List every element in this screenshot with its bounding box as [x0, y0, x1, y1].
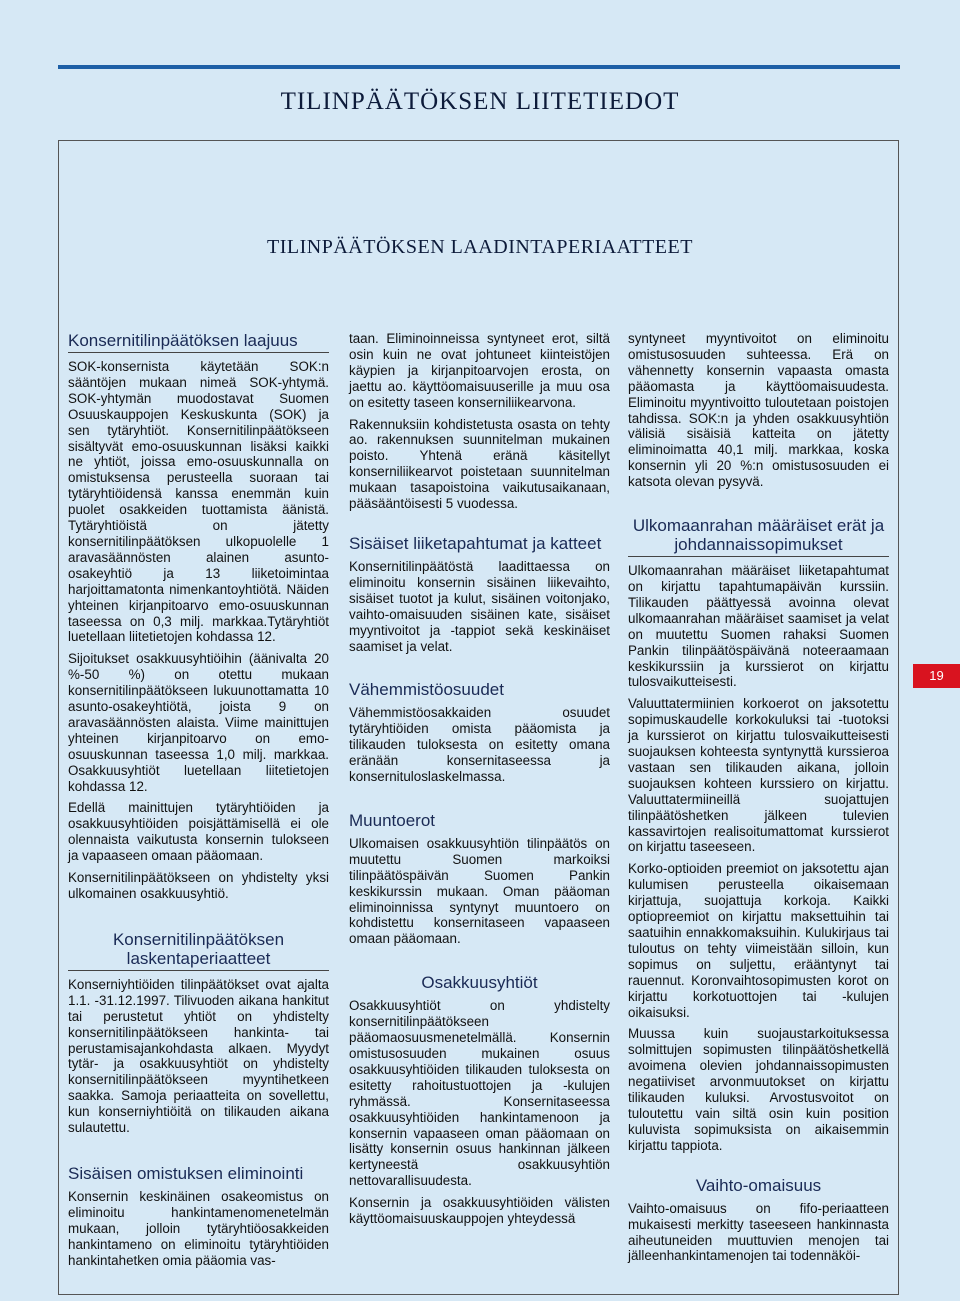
paragraph: Vähemmistöosakkaiden osuudet tytäryhtiöiden omista pääomista ja tilikauden tuloksesta on esitetty omana eränään konsernitaseessa ja konsernituloslaskelmassa. — [349, 705, 610, 785]
paragraph: Sijoitukset osakkuusyhtiöihin (äänivalta 20 %-50 %) on otettu mukaan konsernitilinpäätökseen lukuunottamatta 10 asunto-osakeyhtiötä, joista 9 on aravasäännösten alaista. Viime mainittujen yhteinen kirjanpitoarvo on emo-osuuskunnan taseessa 1,0 milj. markkaa. Osakkuusyhtiöt luetellaan liitetietojen kohdassa 12. — [68, 651, 329, 794]
paragraph: Osakkuusyhtiöt on yhdistelty konsernitilinpäätökseen pääomaosuusmenetelmällä. Konsernin omistusosuuden mukainen osuus osakkuusyhtiöiden tilikauden tuloksesta on esitetty rahoitustuottojen ja -kulujen ryhmässä. Konsernitaseessa osakkuusyhtiöiden hankintamenoon ja konsernin vapaaseen oman pääomaan on lisätty konsernin osuus hankinnan jälkeen kertyneestä osakkuusyhtiön nettovarallisuudesta. — [349, 998, 610, 1189]
paragraph: Konsernin ja osakkuusyhtiöiden välisten käyttöomaisuuskauppojen yhteydessä — [349, 1195, 610, 1227]
paragraph: syntyneet myyntivoitot on eliminoitu omistusosuuden suhteessa. Erä on vähennetty konsernin vapaasta omasta pääomasta ja käyttöomaisuudesta. Eliminoitu myyntivoitto tuloutetaan poistojen tahdissa. SOK:n ja yhden osakkuusyhtiön välisiä sisäisiä katteita on jätetty eliminoimatta 40,1 milj. markkaa, koska konsernin yli 20 %:n omistusosuuden ei katsota olevan pysyvä. — [628, 331, 889, 490]
paragraph: Konserniyhtiöiden tilinpäätökset ovat ajalta 1.1. -31.12.1997. Tilivuoden aikana hankitut tai perustetut yhtiöt on yhdistelty konsernitilinpäätökseen hankinta- tai perustamisajankohdasta alkaen. Myydyt tytär- ja osakkuusyhtiöt on yhdistelty konsernitilinpäätökseen myyntihetkeen saakka. Samoja periaatteita on sovellettu, kun konserniyhtiöitä on tilikauden aikana sulautettu. — [68, 976, 329, 1136]
heading-elimination: Sisäisen omistuksen eliminointi — [68, 1163, 304, 1183]
paragraph: Konsernin keskinäinen osakeomistus on eliminoitu hankintamenomenetelmän mukaan, jolloin tytäryhtiöosakkeiden hankintameno on eliminoitu tytäryhtiöiden hankintahetken omia pääomia vas- — [68, 1188, 329, 1268]
heading-minority-interests: Vähemmistöosuudet — [349, 680, 504, 700]
heading-scope: Konsernitilinpäätöksen laajuus — [68, 331, 329, 353]
paragraph: Konsernitilinpäätöstä laadittaessa on eliminoitu konsernin sisäinen liikevaihto, sisäiset tuotot ja kulut, sisäinen voitonjako, vaihto-omaisuuden sisäinen kate, sisäiset myyntivoitot ja -tappiot sekä keskinäiset saamiset ja velat. — [349, 558, 610, 654]
heading-foreign-currency: Ulkomaanrahan määräiset erät ja johdannaissopimukset — [628, 516, 889, 557]
paragraph: SOK-konsernista käytetään SOK:n sääntöjen mukaan nimeä SOK-yhtymä. SOK-yhtymän muodostavat Suomen Osuuskauppojen Keskuskunta (SOK) ja sen tytäryhtiöt. Konsernitilinpäätökseen sisältyvät emo-osuuskunnan lisäksi kaikki ne yhtiöt, joissa emo-osuuskunnalla on omistuksensa perusteella suoraan tai tytäryhtiöidensä kanssa enemmän kuin puolet osakkeiden tuottamista äänistä. Tytäryhtiöistä on jätetty konsernitilinpäätöksen ulkopuolelle 1 aravasäännösten alainen asunto-osakeyhtiö ja 13 liiketoimintaa harjoittamatonta nimenkantoyhtiötä. Näiden yhteinen kirjanpitoarvo emo-osuuskunnan taseessa on 0,3 milj. markkaa.Tytäryhtiöt luetellaan liitetietojen kohdassa 12. — [68, 359, 329, 645]
heading-principles: Konsernitilinpäätöksen laskentaperiaatteet — [68, 930, 329, 971]
paragraph: Ulkomaisen osakkuusyhtiön tilinpäätös on muutettu Suomen markoiksi tilinpäätöspäivän Suomen Pankin keskikurssin mukaan. Oman pääoman eliminoinnissa syntynyt muuntoero on kohdistettu konsernitaseen vapaaseen omaan pääomaan. — [349, 835, 610, 947]
heading-associated-companies: Osakkuusyhtiöt — [421, 973, 538, 993]
page-number-tab: 19 — [913, 664, 960, 688]
paragraph: Rakennuksiin kohdistetusta osasta on tehty ao. rakennuksen suunnitelman mukainen poisto. Yhtenä eränä käsitellyt konserniliikearvot poistetaan suunnitelman mukaan tasapoistoina vaikutusaikanaan, pääsääntöisesti 5 vuodessa. — [349, 416, 610, 512]
page-title: TILINPÄÄTÖKSEN LIITETIEDOT — [280, 88, 680, 115]
column-2 — [349, 331, 610, 1233]
paragraph: taan. Eliminoinneissa syntyneet erot, siltä osin kuin ne ovat johtuneet kiinteistöjen käypien ja kirjanpitoarvojen erosta, on jaettu ao. käyttöomaisuuserille ja muu osa on esitetty taseen konserniliikearvona. — [349, 331, 610, 410]
paragraph: Ulkomaanrahan määräiset liiketapahtumat on kirjattu tapahtumapäivän kurssiin. Tilikauden päättyessä avoinna olevat ulkomaanrahan määräiset saamiset ja velat on muutettu Suomen rahaksi Suomen Pankin tilinpäätöspäivänä noteeraamaan keskikurssiin ja kurssierot on kirjattu tulosvaikutteisesti. — [628, 563, 889, 690]
paragraph: Vaihto-omaisuus on fifo-periaatteen mukaisesti merkitty taseeseen hankinnasta aiheutuneiden muuttuvien menojen tai jälleenhankintamenojen tai todennäköi- — [628, 1200, 889, 1264]
section-title: TILINPÄÄTÖKSEN LAADINTAPERIAATTEET — [267, 236, 693, 258]
paragraph: Muussa kuin suojaustarkoituksessa solmittujen sopimusten tilinpäätöshetkellä avoimena olevien johdannaissopimusten negatiiviset arvonmuutokset on kirjattu tilikauden kuluksi. Arvostusvoitot on tuloutettu vain siltä osin kuin position kuluvista sopimuksista on aikaisemmin kirjattu tappiota. — [628, 1026, 889, 1153]
heading-inventories: Vaihto-omaisuus — [695, 1175, 822, 1195]
column-3 — [628, 331, 889, 1270]
column-1 — [68, 331, 329, 1275]
paragraph: Valuuttatermiinien korkoerot on jaksotettu sopimuskaudelle korkokuluksi tai -tuotoksi ja kurssierot on kirjattu tulosvaikutteisesti suojauksen kohteesta syntynyttä kurssieroa vastaan sen tilikauden aikana, jolloin suojauksen kohteen kurssiero on kirjattu. Valuuttatermiineillä suojattujen tilinpäätöshetken jälkeen tulevien kassavirtojen realisoitumattomat kurssierot on kirjattu taseeseen. — [628, 696, 889, 855]
paragraph: Edellä mainittujen tytäryhtiöiden ja osakkuusyhtiöiden poisjättämisellä ei ole olennaista vaikutusta konsernin tulokseen ja vapaaseen omaan pääomaan. — [68, 800, 329, 864]
paragraph: Konsernitilinpäätökseen on yhdistelty yksi ulkomainen osakkuusyhtiö. — [68, 870, 329, 901]
heading-translation-differences: Muuntoerot — [349, 810, 435, 830]
paragraph: Korko-optioiden preemiot on jaksotettu ajan kulumisen perusteella oikaisemaan kirjattuja, suojattuja korkoja. Kaikki optiopreemiot on kirjattu maksettuihin tai saatuihin ennakkomaksuihin. Kulukirjaus tai tuloutus on tehty viimeistään silloin, kun sopimus on suljettu, erääntynyt tai rauennut. Koronvaihtosopimusten korot on kirjattu korkotuottojen tai -kulujen oikaisuksi. — [628, 861, 889, 1020]
heading-internal-transactions: Sisäiset liiketapahtumat ja katteet — [349, 533, 602, 553]
top-rule — [58, 65, 900, 69]
